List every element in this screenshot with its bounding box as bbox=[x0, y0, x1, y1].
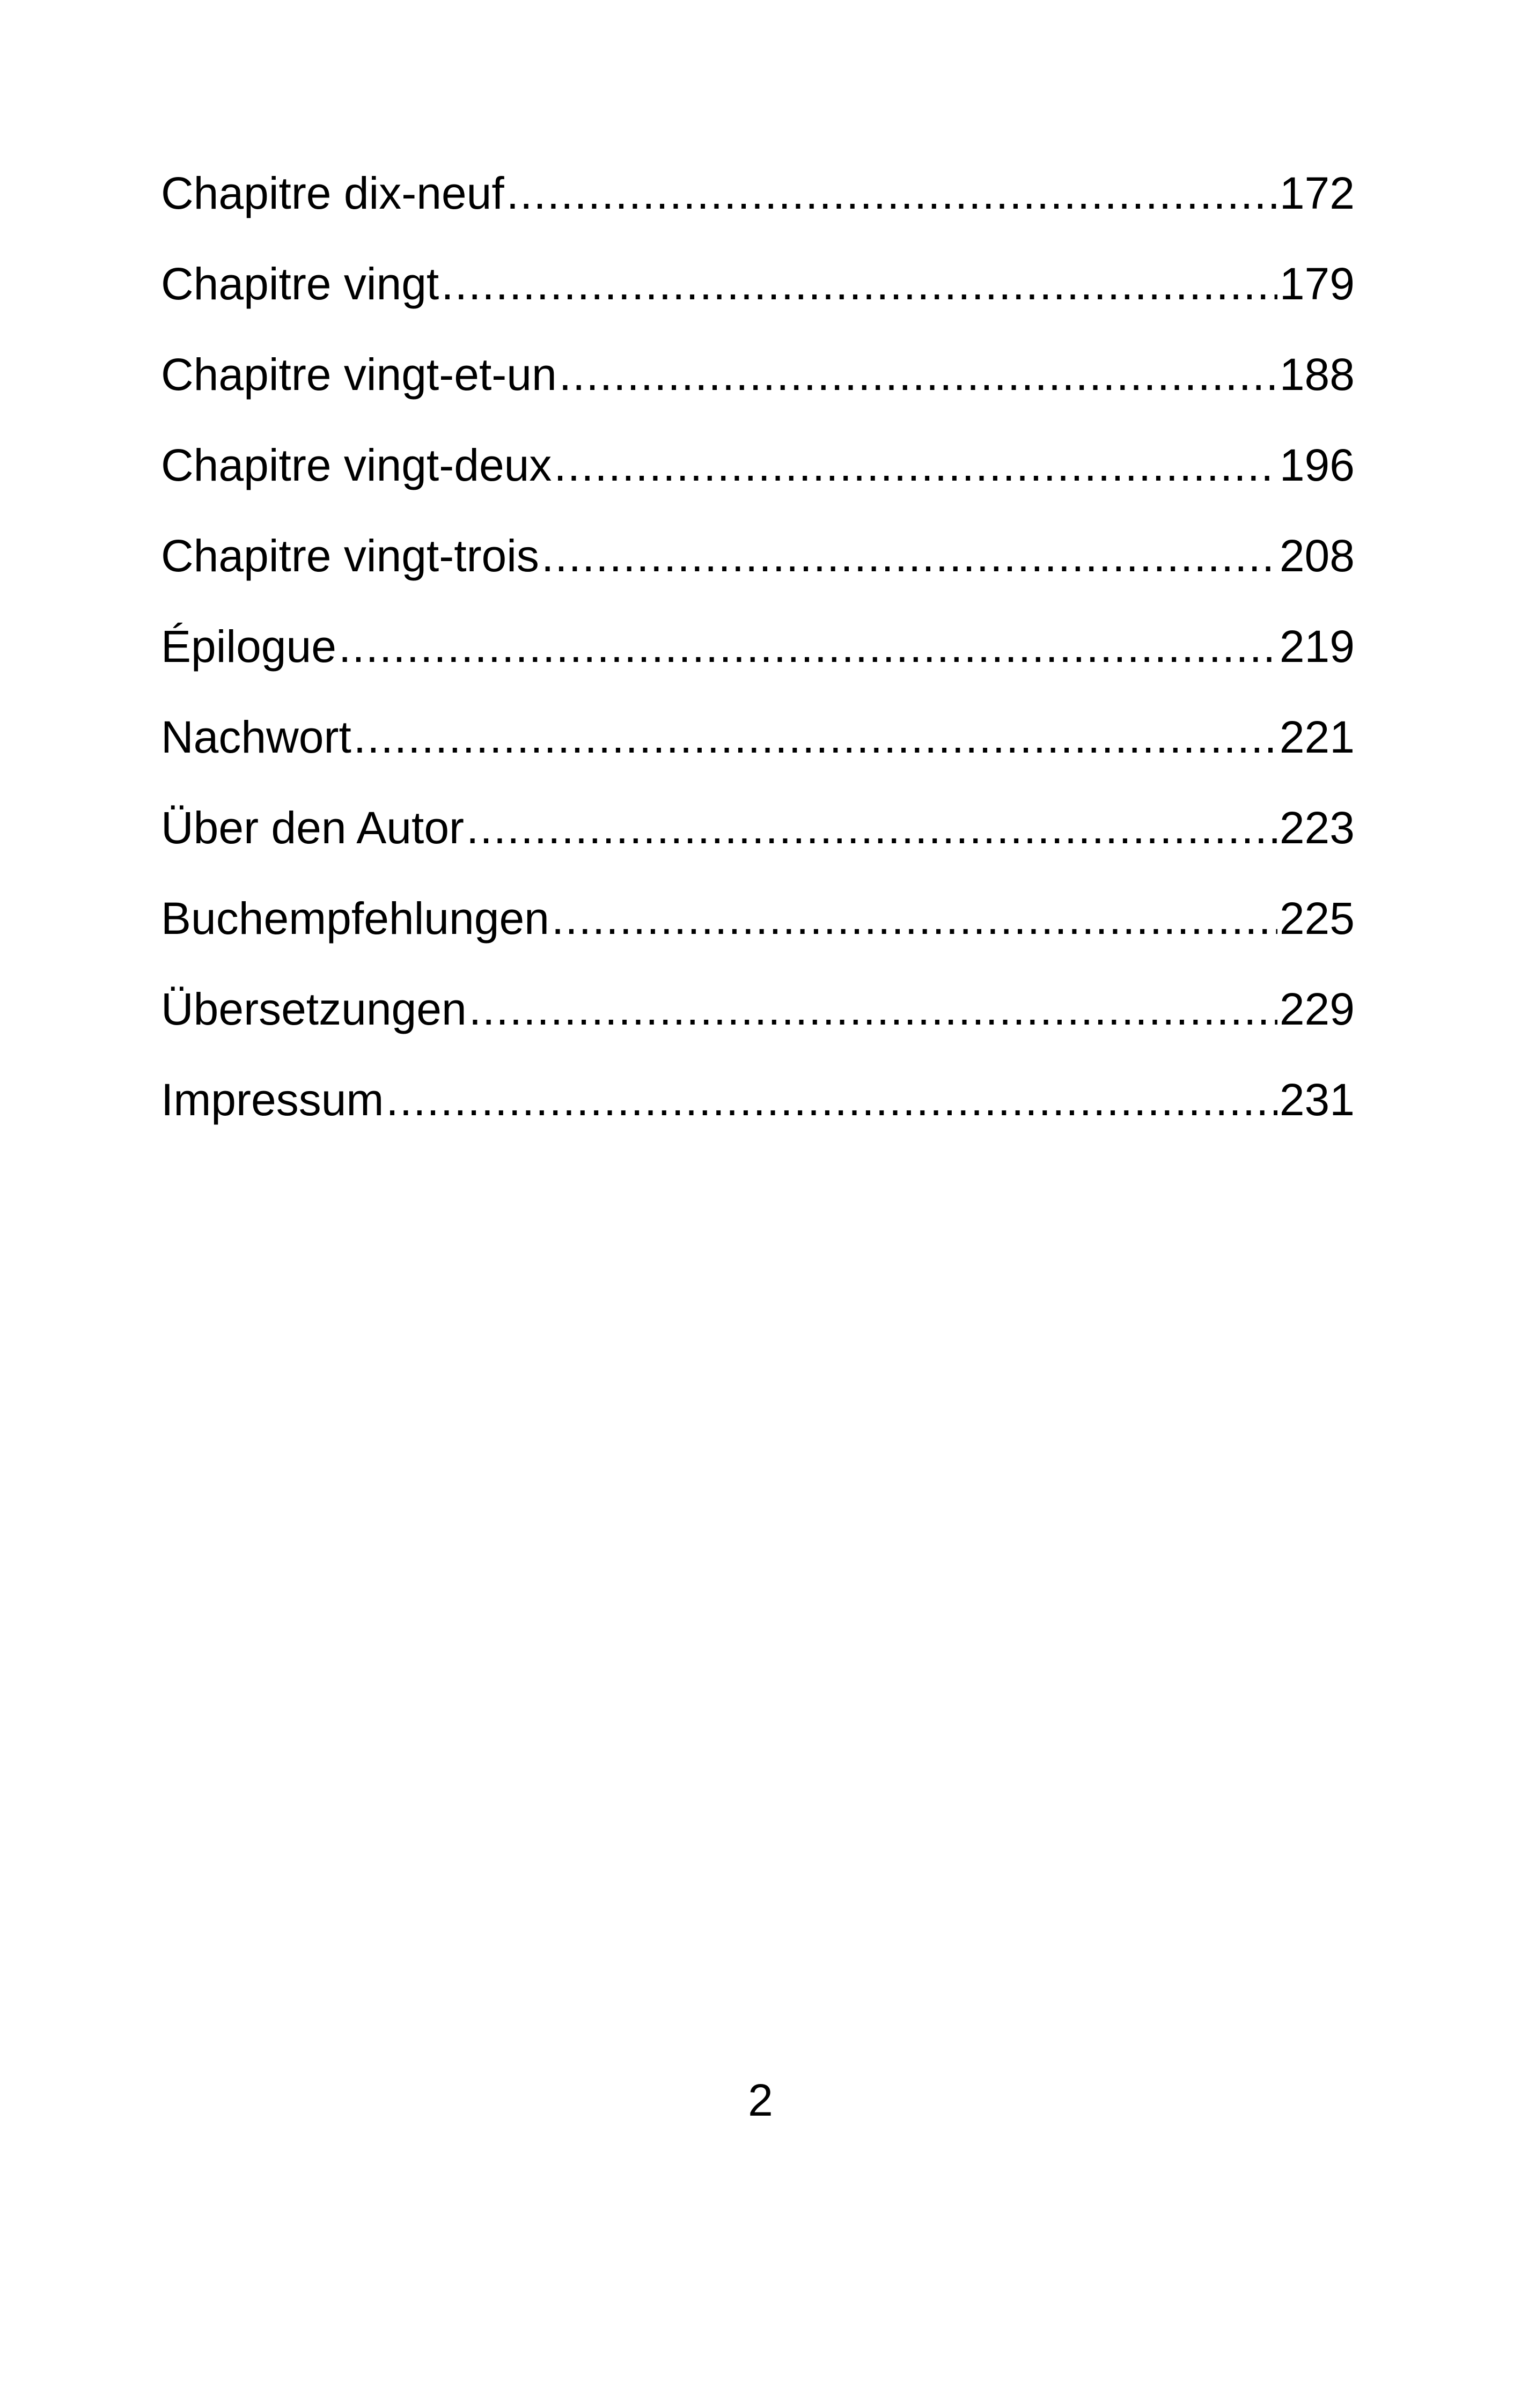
toc-entry-page: 179 bbox=[1279, 259, 1355, 309]
toc-dot-leader bbox=[354, 705, 1277, 769]
toc-dot-leader bbox=[554, 433, 1277, 497]
toc-entry-title: Chapitre vingt bbox=[161, 259, 439, 309]
toc-entry-title: Nachwort bbox=[161, 712, 351, 762]
toc-dot-leader bbox=[466, 796, 1277, 860]
toc-entry bbox=[161, 161, 1355, 252]
page-number: 2 bbox=[748, 2075, 773, 2125]
toc-entry-title: Übersetzungen bbox=[161, 984, 467, 1034]
toc-dot-leader bbox=[552, 886, 1277, 951]
toc-entry-title: Chapitre vingt-trois bbox=[161, 531, 539, 581]
toc-entry-title: Buchempfehlungen bbox=[161, 893, 549, 944]
table-of-contents bbox=[161, 161, 1355, 1158]
toc-dot-leader bbox=[469, 977, 1277, 1041]
toc-entry bbox=[161, 1067, 1355, 1158]
toc-entry-title: Chapitre dix-neuf bbox=[161, 168, 504, 218]
toc-dot-leader bbox=[339, 614, 1277, 679]
toc-entry bbox=[161, 796, 1355, 886]
toc-dot-leader bbox=[386, 1067, 1277, 1132]
toc-entry-title: Épilogue bbox=[161, 621, 336, 672]
toc-entry-title: Chapitre vingt-deux bbox=[161, 440, 552, 490]
toc-entry bbox=[161, 886, 1355, 977]
toc-dot-leader bbox=[559, 342, 1277, 407]
toc-entry-page: 221 bbox=[1279, 712, 1355, 762]
toc-dot-leader bbox=[506, 161, 1277, 225]
toc-entry bbox=[161, 977, 1355, 1067]
toc-entry-page: 225 bbox=[1279, 893, 1355, 944]
toc-entry bbox=[161, 433, 1355, 524]
toc-dot-leader bbox=[441, 252, 1277, 316]
toc-entry-page: 219 bbox=[1279, 621, 1355, 672]
toc-entry-page: 188 bbox=[1279, 349, 1355, 400]
toc-entry bbox=[161, 705, 1355, 796]
toc-entry bbox=[161, 614, 1355, 705]
toc-entry-page: 196 bbox=[1279, 440, 1355, 490]
toc-entry-page: 172 bbox=[1279, 168, 1355, 218]
toc-entry-page: 208 bbox=[1279, 531, 1355, 581]
toc-entry bbox=[161, 524, 1355, 614]
toc-dot-leader bbox=[541, 524, 1277, 588]
toc-entry-title: Impressum bbox=[161, 1074, 384, 1125]
toc-entry-page: 223 bbox=[1279, 802, 1355, 853]
toc-entry bbox=[161, 342, 1355, 433]
toc-entry-title: Chapitre vingt-et-un bbox=[161, 349, 557, 400]
toc-entry bbox=[161, 252, 1355, 342]
toc-entry-title: Über den Autor bbox=[161, 802, 465, 853]
toc-entry-page: 229 bbox=[1279, 984, 1355, 1034]
toc-entry-page: 231 bbox=[1279, 1074, 1355, 1125]
